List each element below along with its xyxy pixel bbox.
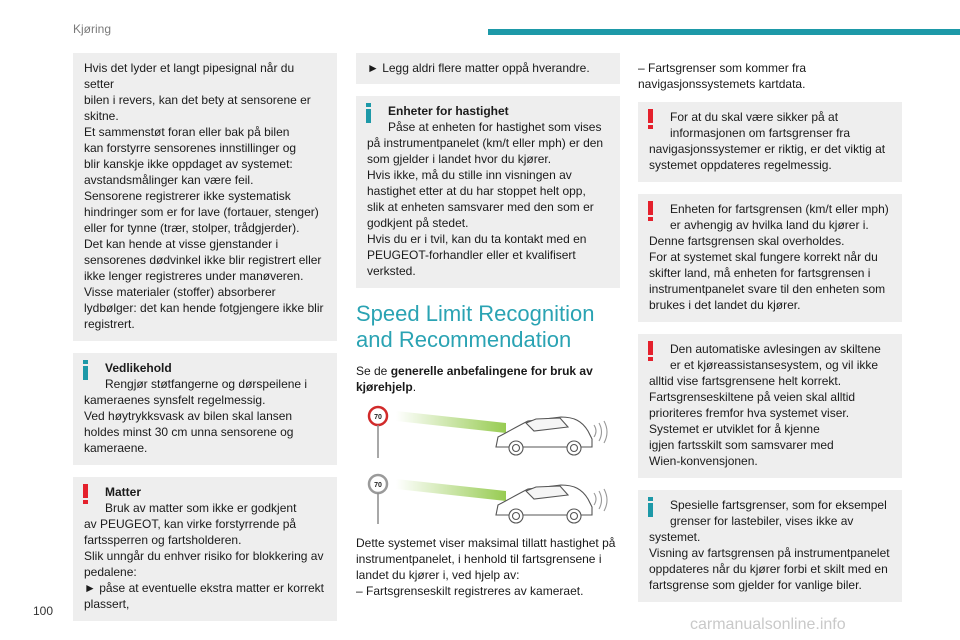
section-title (356, 301, 620, 353)
note-line: Hvis det lyder et langt pipesignal når du setter (84, 61, 295, 91)
car-icon (496, 485, 607, 523)
body-line: instrumentpanelet, i henhold til fartsgrensene i (356, 552, 602, 566)
box-line: fartssperren og fartsholderen. (84, 533, 242, 547)
box-line: Denne fartsgrensen skal overholdes. (649, 234, 845, 248)
sign-camera-svg (356, 403, 620, 461)
intro-suffix: . (412, 380, 417, 394)
note-line: avstandsmålinger kan være feil. (84, 173, 254, 187)
note-line: Sensorene registrerer ikke systematisk (84, 189, 291, 203)
sign-map-svg (356, 469, 620, 527)
body-line: – Fartsgrenseskilt registreres av kameraet. (356, 584, 584, 598)
box-line: Spesielle fartsgrenser, som for eksempel (670, 498, 887, 512)
intro-paragraph (356, 363, 620, 395)
maintenance-info-box (73, 353, 337, 465)
box-line: slik at enheten samsvarer med den som er (367, 200, 594, 214)
watermark: carmanualsonline.info (690, 616, 846, 633)
body-line: navigasjonssystemets kartdata. (638, 77, 806, 91)
box-line: holdes minst 30 cm unna sensorene og (84, 425, 294, 439)
box-line: Enheten for fartsgrensen (km/t eller mph) (670, 202, 889, 216)
warning-icon (648, 201, 653, 221)
chapter-label: Kjøring (73, 22, 112, 36)
box-line: systemet. (649, 530, 701, 544)
box-line: grenser for lastebiler, vises ikke av (670, 514, 854, 528)
box-line: skifter land, må enheten for fartsgrensen i (649, 266, 871, 280)
box-line: brukes i det landet du kjører. (649, 298, 801, 312)
box-line: kameraene. (84, 441, 148, 455)
warning-icon (648, 341, 653, 361)
box-title: Enheter for hastighet (388, 104, 509, 118)
note-line: Visse materialer (stoffer) absorberer (84, 285, 276, 299)
box-line: er et kjøreassistansesystem, og vil ikke (670, 358, 879, 372)
system-description (356, 535, 620, 599)
box-line: ► Legg aldri flere matter oppå hverandre. (367, 61, 590, 75)
box-line: på instrumentpanelet (km/t eller mph) er den (367, 136, 604, 150)
car-icon (496, 417, 607, 455)
note-line: lydbølger: det kan hende fotgjengere ikke blir (84, 301, 324, 315)
box-line: Hvis du er i tvil, kan du ta kontakt med en (367, 232, 587, 246)
page-number: 100 (33, 604, 54, 618)
camera-beam (396, 479, 506, 501)
box-line: godkjent på stedet. (367, 216, 469, 230)
column-middle (356, 53, 620, 599)
note-line: registrert. (84, 317, 135, 331)
note-line: Det kan hende at visse gjenstander i (84, 237, 279, 251)
box-line: For at systemet skal fungere korrekt når du (649, 250, 878, 264)
note-line: blir kanskje ikke oppdaget av systemet: (84, 157, 293, 171)
speed-units-info-box (356, 96, 620, 288)
parking-sensor-note-box (73, 53, 337, 341)
box-line: av PEUGEOT, kan virke forstyrrende på (84, 517, 297, 531)
section-title-line: Speed Limit Recognition (356, 301, 595, 326)
box-line: alltid vise fartsgrensene helt korrekt. (649, 374, 842, 388)
box-line: igjen fartsskilt som samsvarer med (649, 438, 834, 452)
box-line: systemet oppdateres regelmessig. (649, 158, 832, 172)
floor-mats-continuation-box (356, 53, 620, 84)
speed-unit-warning-box (638, 194, 902, 322)
speed-sign-value: 70 (374, 482, 382, 489)
box-line: fartsgrense som gjelder for vanlige biler. (649, 578, 862, 592)
box-line: pedalene: (84, 565, 137, 579)
box-line: Slik unngår du enhver risiko for blokkering av (84, 549, 324, 563)
note-line: Et sammenstøt foran eller bak på bilen (84, 125, 290, 139)
box-line: PEUGEOT-forhandler eller et kvalifisert (367, 248, 576, 262)
box-line: Ved høytrykksvask av bilen skal lansen (84, 409, 293, 423)
column-left (73, 53, 337, 633)
box-line: verksted. (367, 264, 416, 278)
note-line: eller for tynne (trær, stolper, trådgjerder). (84, 221, 300, 235)
body-line: landet du kjører i, ved hjelp av: (356, 568, 520, 582)
box-line: hastighet etter at du har stoppet helt opp, (367, 184, 586, 198)
box-line: prioriteres fremfor hva systemet viser. (649, 406, 850, 420)
box-line: informasjonen om fartsgrenser fra (670, 126, 851, 140)
box-line: plassert, (84, 597, 130, 611)
box-line: ► påse at eventuelle ekstra matter er korrekt (84, 581, 324, 595)
floor-mats-warning-box (73, 477, 337, 621)
note-line: kan forstyrre sensorenes innstillinger og (84, 141, 297, 155)
box-title: Vedlikehold (105, 361, 172, 375)
body-line: Dette systemet viser maksimal tillatt hastighet på (356, 536, 616, 550)
box-line: Bruk av matter som ikke er godkjent (105, 501, 297, 515)
box-line: Påse at enheten for hastighet som vises (388, 120, 602, 134)
special-limits-info-box (638, 490, 902, 602)
box-line: Visning av fartsgrensen på instrumentpanelet (649, 546, 890, 560)
header-accent-bar (488, 29, 960, 35)
box-line: Den automatiske avlesingen av skiltene (670, 342, 881, 356)
column-right (638, 60, 902, 614)
camera-beam (396, 411, 506, 433)
section-title-line: and Recommendation (356, 327, 572, 352)
box-line: navigasjonssystemer er riktig, er det viktig at (649, 142, 886, 156)
note-line: skitne. (84, 109, 119, 123)
info-icon (366, 103, 371, 123)
box-line: Systemet er utviklet for å kjenne (649, 422, 820, 436)
sign-reading-warning-box (638, 334, 902, 478)
info-icon (648, 497, 653, 517)
box-line: For at du skal være sikker på at (670, 110, 839, 124)
box-line: som gjelder i landet hvor du kjører. (367, 152, 552, 166)
warning-icon (648, 109, 653, 129)
box-line: Wien-konvensjonen. (649, 454, 758, 468)
box-line: instrumentpanelet svare til den enheten som (649, 282, 886, 296)
box-line: er avhengig av hvilka land du kjører i. (670, 218, 869, 232)
map-data-intro (638, 60, 902, 92)
box-line: kameraenes synsfelt regelmessig. (84, 393, 266, 407)
box-line: Rengjør støtfangerne og dørspeilene i (105, 377, 308, 391)
illustration-sign-map (356, 469, 620, 527)
note-line: bilen i revers, kan det bety at sensorene er (84, 93, 311, 107)
note-line: ikke lenger registreres under manøveren. (84, 269, 304, 283)
info-icon (83, 360, 88, 380)
body-line: – Fartsgrenser som kommer fra (638, 61, 807, 75)
box-line: Hvis ikke, må du stille inn visningen av (367, 168, 572, 182)
box-line: oppdateres når du kjører forbi et skilt med en (649, 562, 888, 576)
note-line: hindringer som er for lave (fortauer, stenger) (84, 205, 319, 219)
intro-link-text: generelle anbefalingene for bruk av kjørehjelp (356, 364, 593, 394)
intro-prefix: Se de (356, 364, 391, 378)
speed-sign-value: 70 (374, 414, 382, 421)
navigation-update-warning-box (638, 102, 902, 182)
box-title: Matter (105, 485, 142, 499)
note-line: sensorenes dødvinkel ikke blir registrert eller (84, 253, 322, 267)
box-line: Fartsgrenseskiltene på veien skal alltid (649, 390, 856, 404)
illustration-sign-camera (356, 403, 620, 461)
warning-icon (83, 484, 88, 504)
